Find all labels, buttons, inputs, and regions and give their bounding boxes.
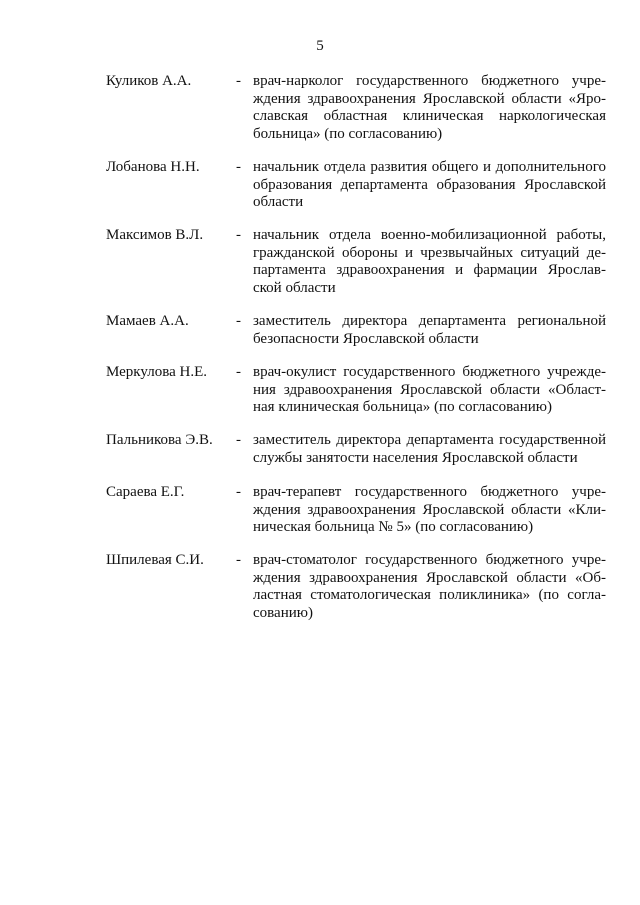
position-description	[253, 552, 606, 622]
position-description	[253, 364, 606, 417]
dash-separator: -	[236, 432, 241, 448]
description-line: ждения здравоохранения Ярославской области «Кли-	[253, 501, 606, 518]
description-line: службы занятости населения Ярославской области	[253, 449, 578, 466]
person-name: Лобанова Н.Н.	[106, 159, 200, 175]
person-name: Пальникова Э.В.	[106, 432, 213, 448]
dash-separator: -	[236, 364, 241, 380]
description-line: ской области	[253, 279, 336, 296]
description-line: образования департамента образования Ярославской	[253, 176, 606, 193]
description-line: гражданской обороны и чрезвычайных ситуаций де-	[253, 244, 606, 261]
description-line: начальник отдела развития общего и дополнительного	[253, 159, 606, 175]
position-description	[253, 227, 606, 297]
description-line: врач-нарколог государственного бюджетного учре-	[253, 73, 606, 89]
description-line: заместитель директора департамента региональной	[253, 313, 606, 329]
position-description	[253, 73, 606, 143]
description-line: ническая больница № 5» (по согласованию)	[253, 519, 534, 535]
description-line: врач-терапевт государственного бюджетного учре-	[253, 484, 606, 500]
dash-separator: -	[236, 313, 241, 329]
person-name: Куликов А.А.	[106, 73, 192, 89]
page-number: 5	[316, 38, 324, 54]
position-description	[253, 432, 606, 467]
dash-separator: -	[236, 73, 241, 89]
description-line: партамента здравоохранения и фармации Ярослав-	[253, 262, 606, 278]
description-line: врач-окулист государственного бюджетного учрежде-	[253, 364, 606, 380]
person-name: Мамаев А.А.	[106, 313, 189, 329]
dash-separator: -	[236, 159, 241, 175]
position-description	[253, 484, 606, 537]
description-line: сованию)	[253, 604, 313, 621]
dash-separator: -	[236, 552, 241, 568]
description-line: начальник отдела военно-мобилизационной работы,	[253, 227, 606, 243]
description-line: области	[253, 194, 304, 210]
person-name: Шпилевая С.И.	[106, 552, 204, 568]
description-line: ждения здравоохранения Ярославской области «Яро-	[253, 90, 606, 107]
description-line: врач-стоматолог государственного бюджетного учре-	[253, 552, 606, 568]
description-line: ластная стоматологическая поликлиника» (по согла-	[253, 587, 606, 603]
person-name: Максимов В.Л.	[106, 227, 204, 243]
description-line: заместитель директора департамента государственной	[253, 432, 606, 448]
description-line: безопасности Ярославской области	[253, 330, 479, 347]
dash-separator: -	[236, 227, 241, 243]
description-line: славская областная клиническая наркологическая	[253, 108, 606, 124]
position-description	[253, 159, 606, 212]
person-name: Меркулова Н.Е.	[106, 364, 207, 380]
description-line: больница» (по согласованию)	[253, 125, 443, 142]
description-line: ная клиническая больница» (по согласованию)	[253, 399, 552, 415]
description-line: ждения здравоохранения Ярославской области «Об-	[253, 569, 606, 586]
description-line: ния здравоохранения Ярославской области «Област-	[253, 381, 606, 398]
dash-separator: -	[236, 484, 241, 500]
position-description	[253, 313, 606, 348]
person-name: Сараева Е.Г.	[106, 484, 185, 500]
